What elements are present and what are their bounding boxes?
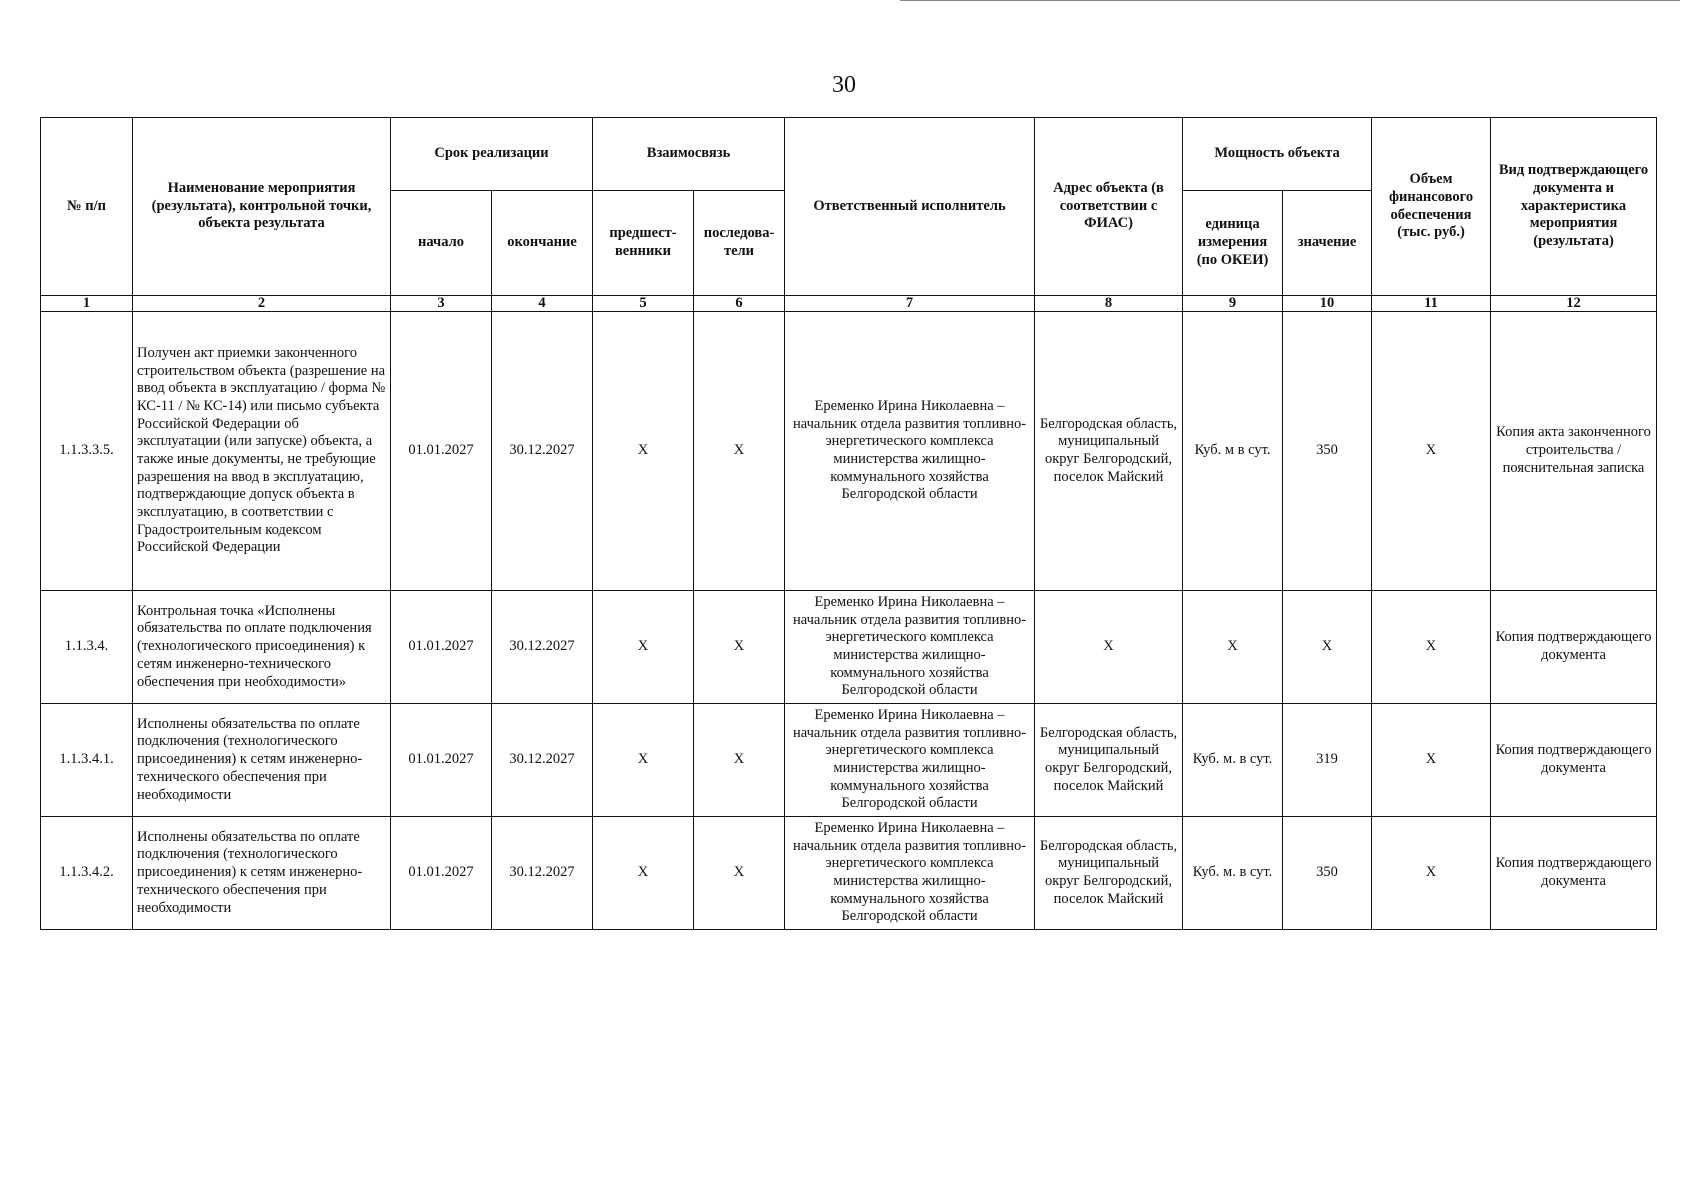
column-number: 3 [391,296,492,312]
column-number: 11 [1372,296,1491,312]
column-number: 9 [1183,296,1283,312]
column-number: 8 [1035,296,1183,312]
cell-executor: Еременко Ирина Николаевна – начальник отдела развития топливно-энергетического комплекса министерства жилищно-коммунального хозяйства Белгородской области [785,591,1035,704]
cell-num: 1.1.3.4.1. [41,704,133,817]
header-term-end: окончание [492,191,593,296]
header-name: Наименование мероприятия (результата), контрольной точки, объекта результата [133,118,391,296]
cell-succ: X [694,312,785,591]
header-doc: Вид подтверждающего документа и характеристика мероприятия (результата) [1491,118,1657,296]
cell-start: 01.01.2027 [391,704,492,817]
cell-unit: Куб. м. в сут. [1183,817,1283,930]
cell-finance: X [1372,591,1491,704]
table-row [41,312,1657,591]
cell-executor: Еременко Ирина Николаевна – начальник отдела развития топливно-энергетического комплекса министерства жилищно-коммунального хозяйства Белгородской области [785,704,1035,817]
cell-succ: X [694,591,785,704]
cell-value: 350 [1283,817,1372,930]
cell-pred: X [593,312,694,591]
cell-end: 30.12.2027 [492,704,593,817]
cell-address: X [1035,591,1183,704]
cell-executor: Еременко Ирина Николаевна – начальник отдела развития топливно-энергетического комплекса министерства жилищно-коммунального хозяйства Белгородской области [785,817,1035,930]
header-capacity: Мощность объекта [1183,118,1372,191]
cell-num: 1.1.3.4. [41,591,133,704]
cell-unit: X [1183,591,1283,704]
cell-doc: Копия подтверждающего документа [1491,591,1657,704]
cell-succ: X [694,817,785,930]
scan-top-line [900,0,1680,1]
cell-finance: X [1372,817,1491,930]
cell-unit: Куб. м. в сут. [1183,704,1283,817]
cell-num: 1.1.3.4.2. [41,817,133,930]
header-relation: Взаимосвязь [593,118,785,191]
header-term: Срок реализации [391,118,593,191]
cell-address: Белгородская область, муниципальный округ Белгородский, поселок Майский [1035,312,1183,591]
column-number: 7 [785,296,1035,312]
header-address: Адрес объекта (в соответствии с ФИАС) [1035,118,1183,296]
cell-num: 1.1.3.3.5. [41,312,133,591]
cell-start: 01.01.2027 [391,591,492,704]
column-number: 4 [492,296,593,312]
cell-address: Белгородская область, муниципальный округ Белгородский, поселок Майский [1035,704,1183,817]
column-number: 12 [1491,296,1657,312]
cell-address: Белгородская область, муниципальный округ Белгородский, поселок Майский [1035,817,1183,930]
cell-end: 30.12.2027 [492,312,593,591]
cell-succ: X [694,704,785,817]
cell-start: 01.01.2027 [391,817,492,930]
header-num: № п/п [41,118,133,296]
column-number: 2 [133,296,391,312]
table-row [41,591,1657,704]
cell-unit: Куб. м в сут. [1183,312,1283,591]
cell-pred: X [593,704,694,817]
cell-finance: X [1372,312,1491,591]
cell-end: 30.12.2027 [492,817,593,930]
header-unit: единица измерения (по ОКЕИ) [1183,191,1283,296]
header-value: значение [1283,191,1372,296]
column-number: 1 [41,296,133,312]
header-predecessors: предшест-венники [593,191,694,296]
cell-value: 350 [1283,312,1372,591]
header-executor: Ответственный исполнитель [785,118,1035,296]
cell-name: Получен акт приемки законченного строительством объекта (разрешение на ввод объекта в эксплуатацию / форма № КС-11 / № КС-14) или письмо субъекта Российской Федерации об эксплуатации (или запуске) объекта, а также иные документы, не требующие разрешения на ввод в эксплуатацию, подтверждающие допуск объекта в эксплуатацию, в соответствии с Градостроительным кодексом Российской Федерации [133,312,391,591]
table-row [41,817,1657,930]
cell-pred: X [593,817,694,930]
cell-pred: X [593,591,694,704]
cell-value: X [1283,591,1372,704]
column-number: 6 [694,296,785,312]
cell-doc: Копия подтверждающего документа [1491,817,1657,930]
cell-value: 319 [1283,704,1372,817]
table-row [41,704,1657,817]
cell-finance: X [1372,704,1491,817]
cell-start: 01.01.2027 [391,312,492,591]
cell-doc: Копия акта законченного строительства / пояснительная записка [1491,312,1657,591]
cell-executor: Еременко Ирина Николаевна – начальник отдела развития топливно-энергетического комплекса министерства жилищно-коммунального хозяйства Белгородской области [785,312,1035,591]
column-number: 10 [1283,296,1372,312]
header-term-start: начало [391,191,492,296]
header-finance: Объем финансового обеспечения (тыс. руб.) [1372,118,1491,296]
cell-name: Исполнены обязательства по оплате подключения (технологического присоединения) к сетям инженерно-технического обеспечения при необходимости [133,704,391,817]
column-number-row [41,296,1657,312]
cell-name: Контрольная точка «Исполнены обязательства по оплате подключения (технологического присоединения) к сетям инженерно-технического обеспечения при необходимости» [133,591,391,704]
plan-table [40,117,1657,930]
cell-end: 30.12.2027 [492,591,593,704]
cell-doc: Копия подтверждающего документа [1491,704,1657,817]
header-row-1 [41,118,1657,191]
header-successors: последова-тели [694,191,785,296]
cell-name: Исполнены обязательства по оплате подключения (технологического присоединения) к сетям инженерно-технического обеспечения при необходимости [133,817,391,930]
page-number: 30 [832,72,856,98]
column-number: 5 [593,296,694,312]
